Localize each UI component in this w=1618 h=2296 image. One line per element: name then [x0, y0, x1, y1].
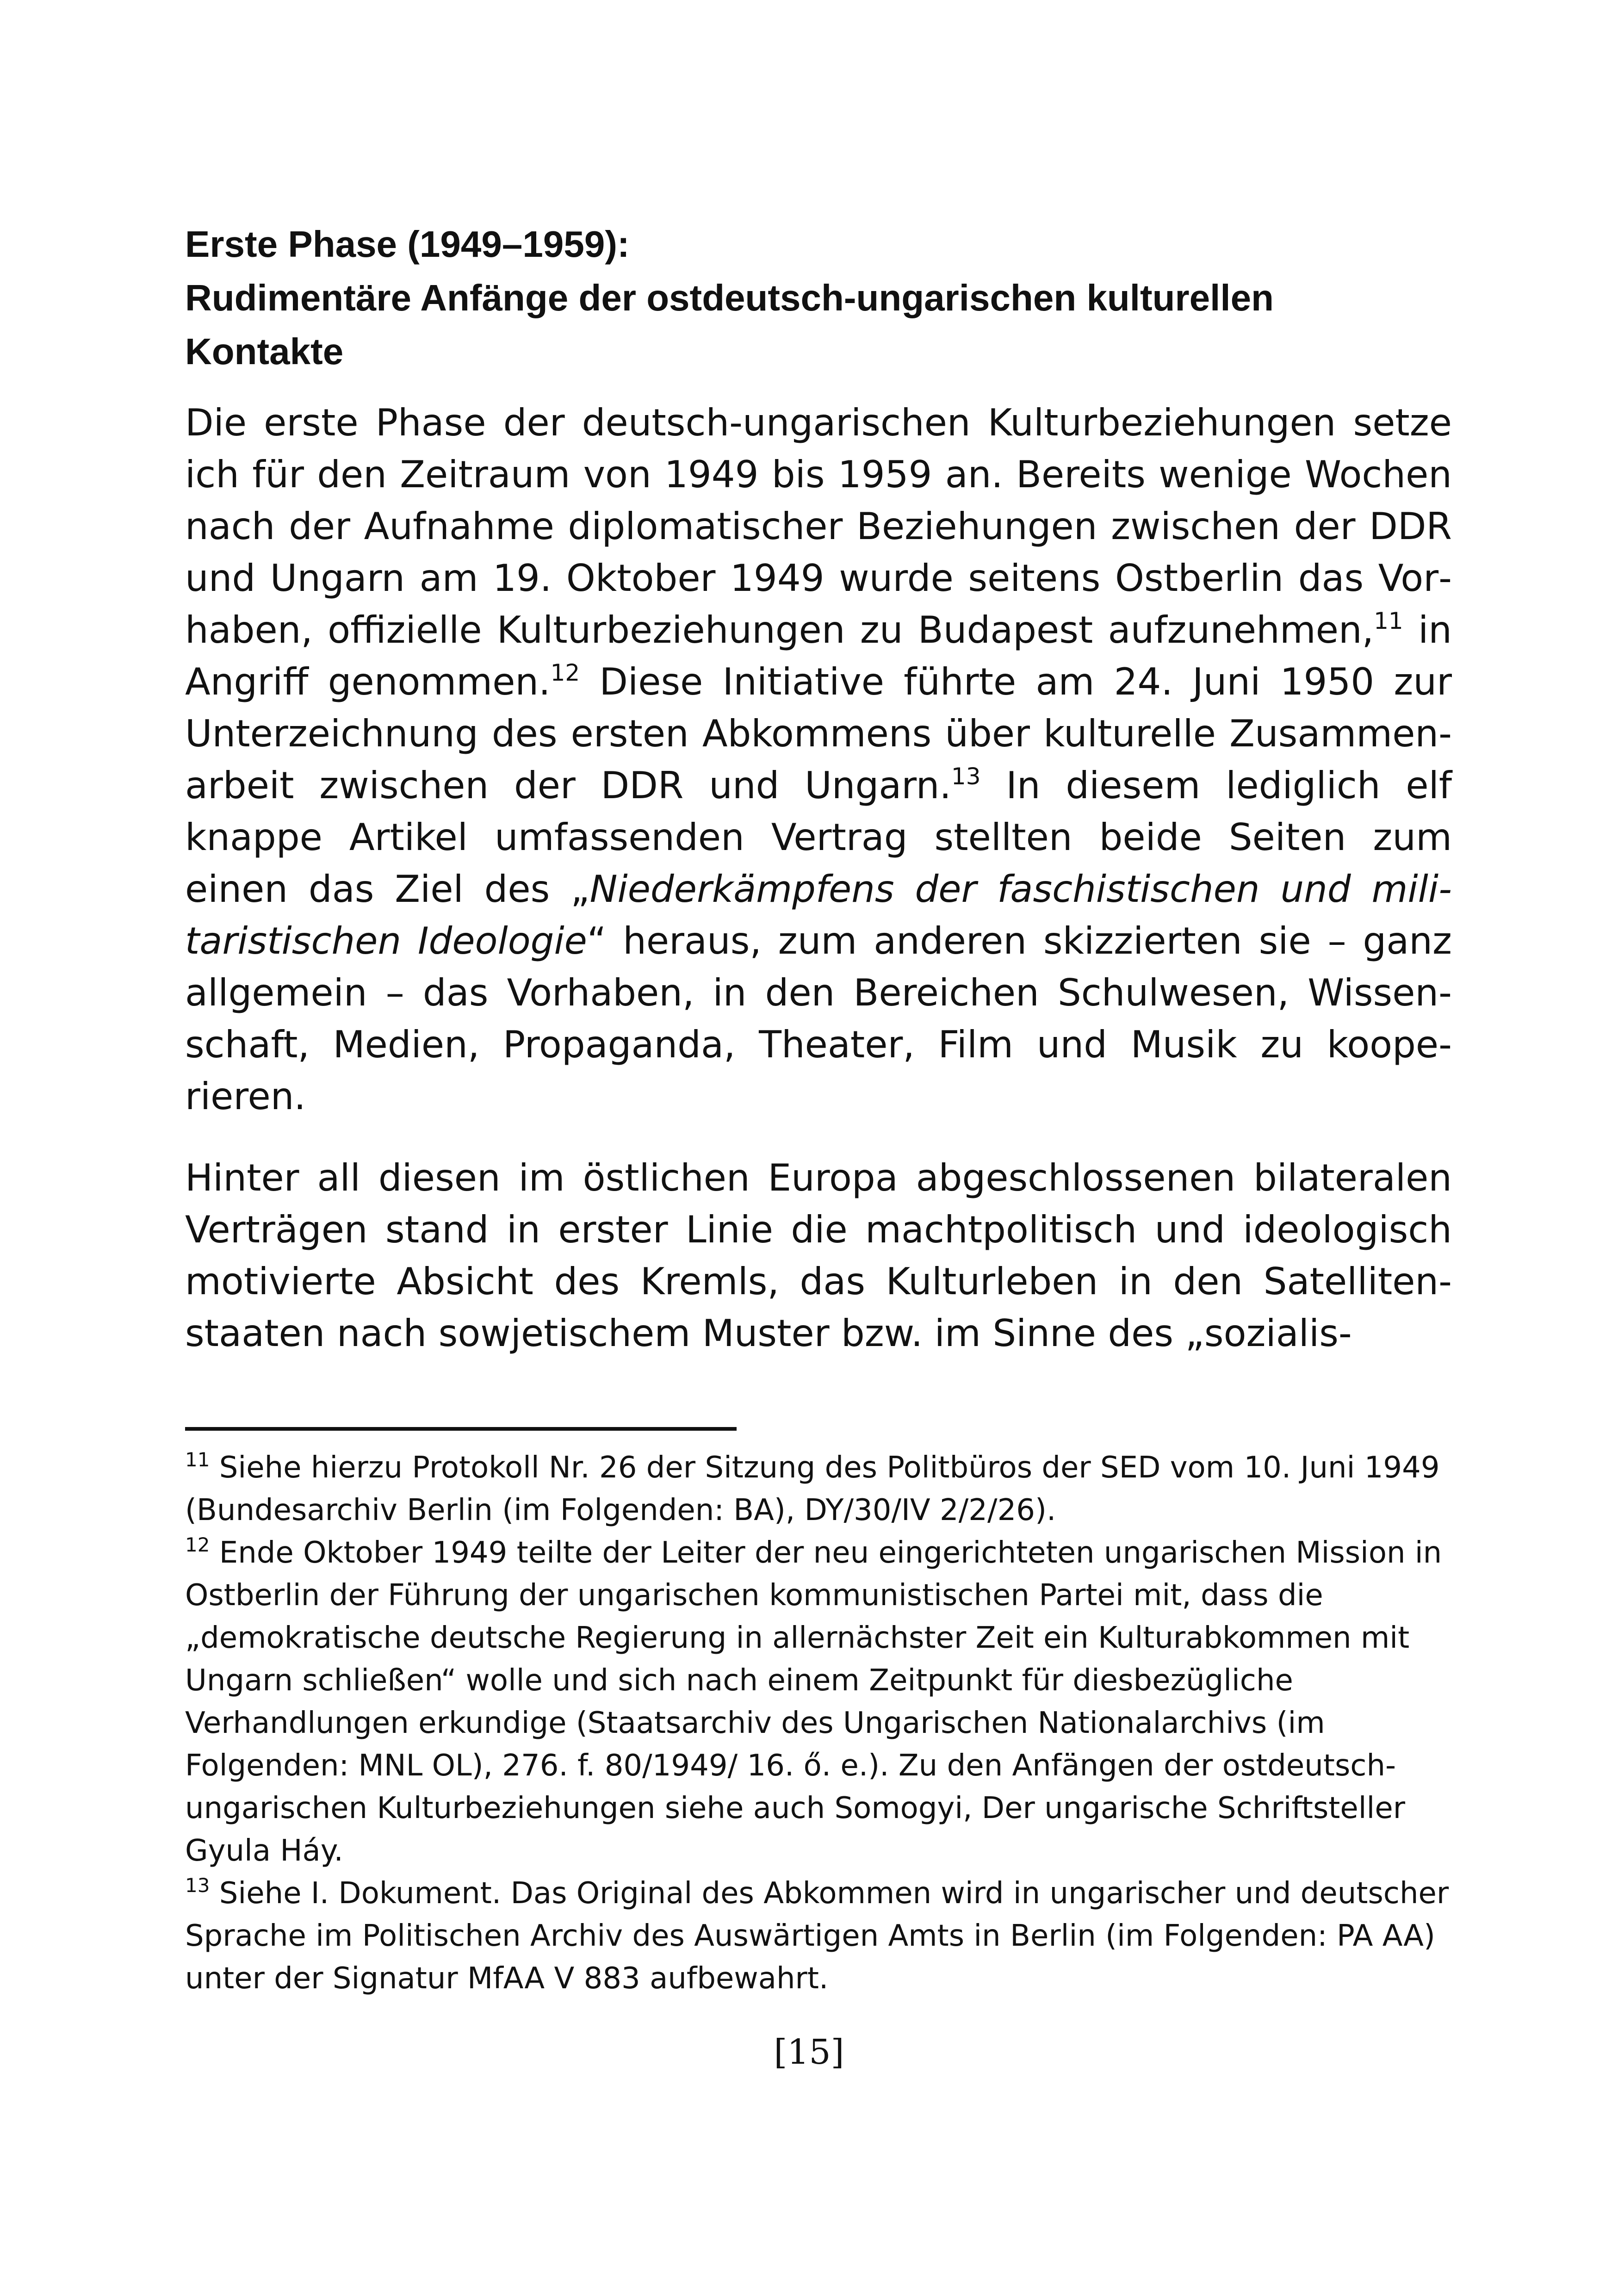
paragraph-1-text-a: Die erste Phase der deutsch-ungarischen Kulturbeziehungen setze ich für den Zeitraum von 1949 bis 1959 an. Bereits wenige Wochen nach der Aufnahme diplomatischer Beziehungen zwischen der DDR und Ungarn am 19. Oktober 1949 wurde seitens Ostberlin das Vorhaben, offizielle Kulturbeziehungen zu Budapest aufzunehmen,	[185, 401, 1452, 652]
footnote-ref-11: 11	[1374, 608, 1403, 634]
footnote-text: Siehe I. Dokument. Das Original des Abkommen wird in ungarischer und deutscher Sprache im Politischen Archiv des Auswärtigen Amts in Berlin (im Folgenden: PA AA) unter der Signatur MfAA V 883 aufbewahrt.	[185, 1876, 1449, 1996]
paragraph-1-text-e: “ heraus, zum anderen skizzierten sie – ganz allgemein – das Vorhaben, in den Bereichen Schulwesen, Wissenschaft, Medien, Propaganda, Theater, Film und Musik zu kooperieren.	[185, 919, 1452, 1118]
footnote-ref-12: 12	[550, 659, 580, 686]
paragraph-1	[185, 397, 1452, 1123]
footnote-11	[185, 1446, 1452, 1532]
paragraph-1-text-b: in Angriff genommen.	[185, 608, 1452, 703]
footnote-13	[185, 1872, 1452, 2000]
paragraph-1-text-d: In diesem lediglich elf knappe Artikel umfassenden Vertrag stellten beide Seiten zum einen das Ziel des „	[185, 764, 1452, 911]
footnote-number: 11	[185, 1448, 210, 1471]
paragraph-1-text-c: Diese Initiative führte am 24. Juni 1950 zur Unterzeichnung des ersten Abkommens über kulturelle Zusammenarbeit zwischen der DDR und Ungarn.	[185, 660, 1452, 807]
main-text	[185, 217, 1452, 1359]
heading-line-2: Rudimentäre Anfänge der ostdeutsch-ungarischen kulturellen	[185, 277, 1274, 318]
footnote-text: Siehe hierzu Protokoll Nr. 26 der Sitzung des Politbüros der SED vom 10. Juni 1949 (Bundesarchiv Berlin (im Folgenden: BA), DY/30/IV 2/2/26).	[185, 1451, 1440, 1527]
section-heading	[185, 217, 1452, 379]
footnotes	[185, 1446, 1452, 2000]
paragraph-2: Hinter all diesen im östlichen Europa abgeschlossenen bilateralen Verträgen stand in erster Linie die machtpolitisch und ideologisch motivierte Absicht des Kremls, das Kulturleben in den Satellitenstaaten nach sowjetischem Muster bzw. im Sinne des „sozialis-	[185, 1156, 1452, 1355]
footnote-12	[185, 1532, 1452, 1872]
footnote-text: Ende Oktober 1949 teilte der Leiter der neu eingerichteten ungarischen Mission in Ostberlin der Führung der ungarischen kommunistischen Partei mit, dass die „demokratische deutsche Regierung in allernächster Zeit ein Kulturabkommen mit Ungarn schließen“ wolle und sich nach einem Zeitpunkt für diesbezügliche Verhandlungen erkundige (Staatsarchiv des Ungarischen Nationalarchivs (im Folgenden: MNL OL), 276. f. 80/1949/ 16. ő. e.). Zu den Anfängen der ostdeutsch-ungarischen Kulturbeziehungen siehe auch Somogyi, Der ungarische Schriftsteller Gyula Háy.	[185, 1536, 1442, 1868]
footnote-ref-13: 13	[951, 763, 981, 790]
italic-quotation: Niederkämpfens der faschistischen und militaristischen Ideologie	[185, 868, 1452, 962]
footnote-number: 12	[185, 1533, 210, 1556]
page-number: [15]	[774, 2032, 844, 2072]
heading-line-1: Erste Phase (1949–1959):	[185, 223, 630, 265]
heading-line-3: Kontakte	[185, 331, 344, 372]
footnote-separator	[185, 1427, 737, 1431]
footnote-number: 13	[185, 1874, 210, 1897]
